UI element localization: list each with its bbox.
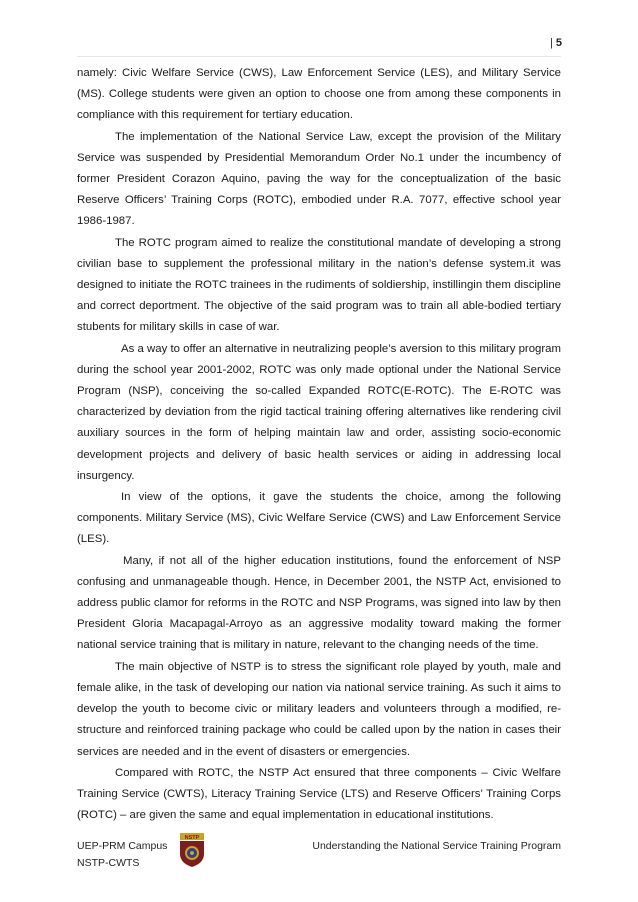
- page-number-value: 5: [555, 37, 562, 49]
- logo-seal-dot: [190, 851, 194, 855]
- nstp-shield-logo-icon: [178, 832, 206, 868]
- paragraph-1: namely: Civic Welfare Service (CWS), Law Enforcement Service (LES), and Military Service (MS). College students were given an option to choose one from among these components in compliance with this requirement for tertiary education.: [77, 67, 561, 122]
- footer-campus: [77, 838, 167, 872]
- paragraph-7: The main objective of NSTP is to stress the significant role played by youth, male and female alike, in the task of developing our nation via national service training. As such it aims to develop the youth to become civic or military leaders and volunteers through a modified, re-structure and reinforced training package who could be called upon by the nation in cases their services are needed and in the event of disasters or emergencies.: [77, 660, 561, 758]
- footer-campus-line1: UEP-PRM Campus: [77, 840, 168, 852]
- paragraph-2: The implementation of the National Service Law, except the provision of the Military Service was suspended by Presidential Memorandum Order No.1 under the incumbency of former President Corazon Aquino, paving the way for the conceptualization of the basic Reserve Officers’ Training Corps (ROTC), embodied under R.A. 7077, effective school year 1986-1987.: [77, 130, 561, 228]
- page-number: [550, 37, 562, 49]
- paragraph-4: As a way to offer an alternative in neutralizing people’s aversion to this military program during the school year 2001-2002, ROTC was only made optional under the National Service Program (NSP), conceiving the so-called Expanded ROTC(E-ROTC). The E-ROTC was characterized by deviation from the rigid tactical training offering alternatives like rendering civil auxiliary sources in the form of helping maintain law and order, assisting socio-economic development projects and delivery of basic health services or aiding in addressing local insurgency.: [77, 342, 561, 482]
- paragraph-5: In view of the options, it gave the students the choice, among the following components. Military Service (MS), Civic Welfare Service (CWS) and Law Enforcement Service (LES).: [77, 491, 561, 546]
- footer-title: Understanding the National Service Training Program: [312, 840, 561, 852]
- body-text: [77, 63, 561, 826]
- page-number-separator: |: [550, 37, 553, 49]
- paragraph-3: The ROTC program aimed to realize the constitutional mandate of developing a strong civilian base to supplement the professional military in the nation’s defense system.it was designed to initiate the ROTC trainees in the rudiments of soldiership, instillingin them discipline and correct deportment. The objective of the said program was to train all able-bodied tertiary stubents for military skills in case of war.: [77, 236, 561, 334]
- header-divider: [77, 56, 561, 57]
- footer-campus-line2: NSTP-CWTS: [77, 857, 140, 869]
- paragraph-8: Compared with ROTC, the NSTP Act ensured that three components – Civic Welfare Training Service (CWTS), Literacy Training Service (LTS) and Reserve Officers’ Training Corps (ROTC) – are given the same and equal implementation in educational institutions.: [77, 766, 561, 822]
- logo-text: NSTP: [184, 835, 200, 841]
- paragraph-6: Many, if not all of the higher education institutions, found the enforcement of NSP confusing and unmanageable though. Hence, in December 2001, the NSTP Act, envisioned to address public clamor for reforms in the ROTC and NSP Programs, was signed into law by then President Gloria Macapagal-Arroyo as an aggressive modality toward making the former national service training that is military in nature, relevant to the changing needs of the time.: [77, 554, 561, 652]
